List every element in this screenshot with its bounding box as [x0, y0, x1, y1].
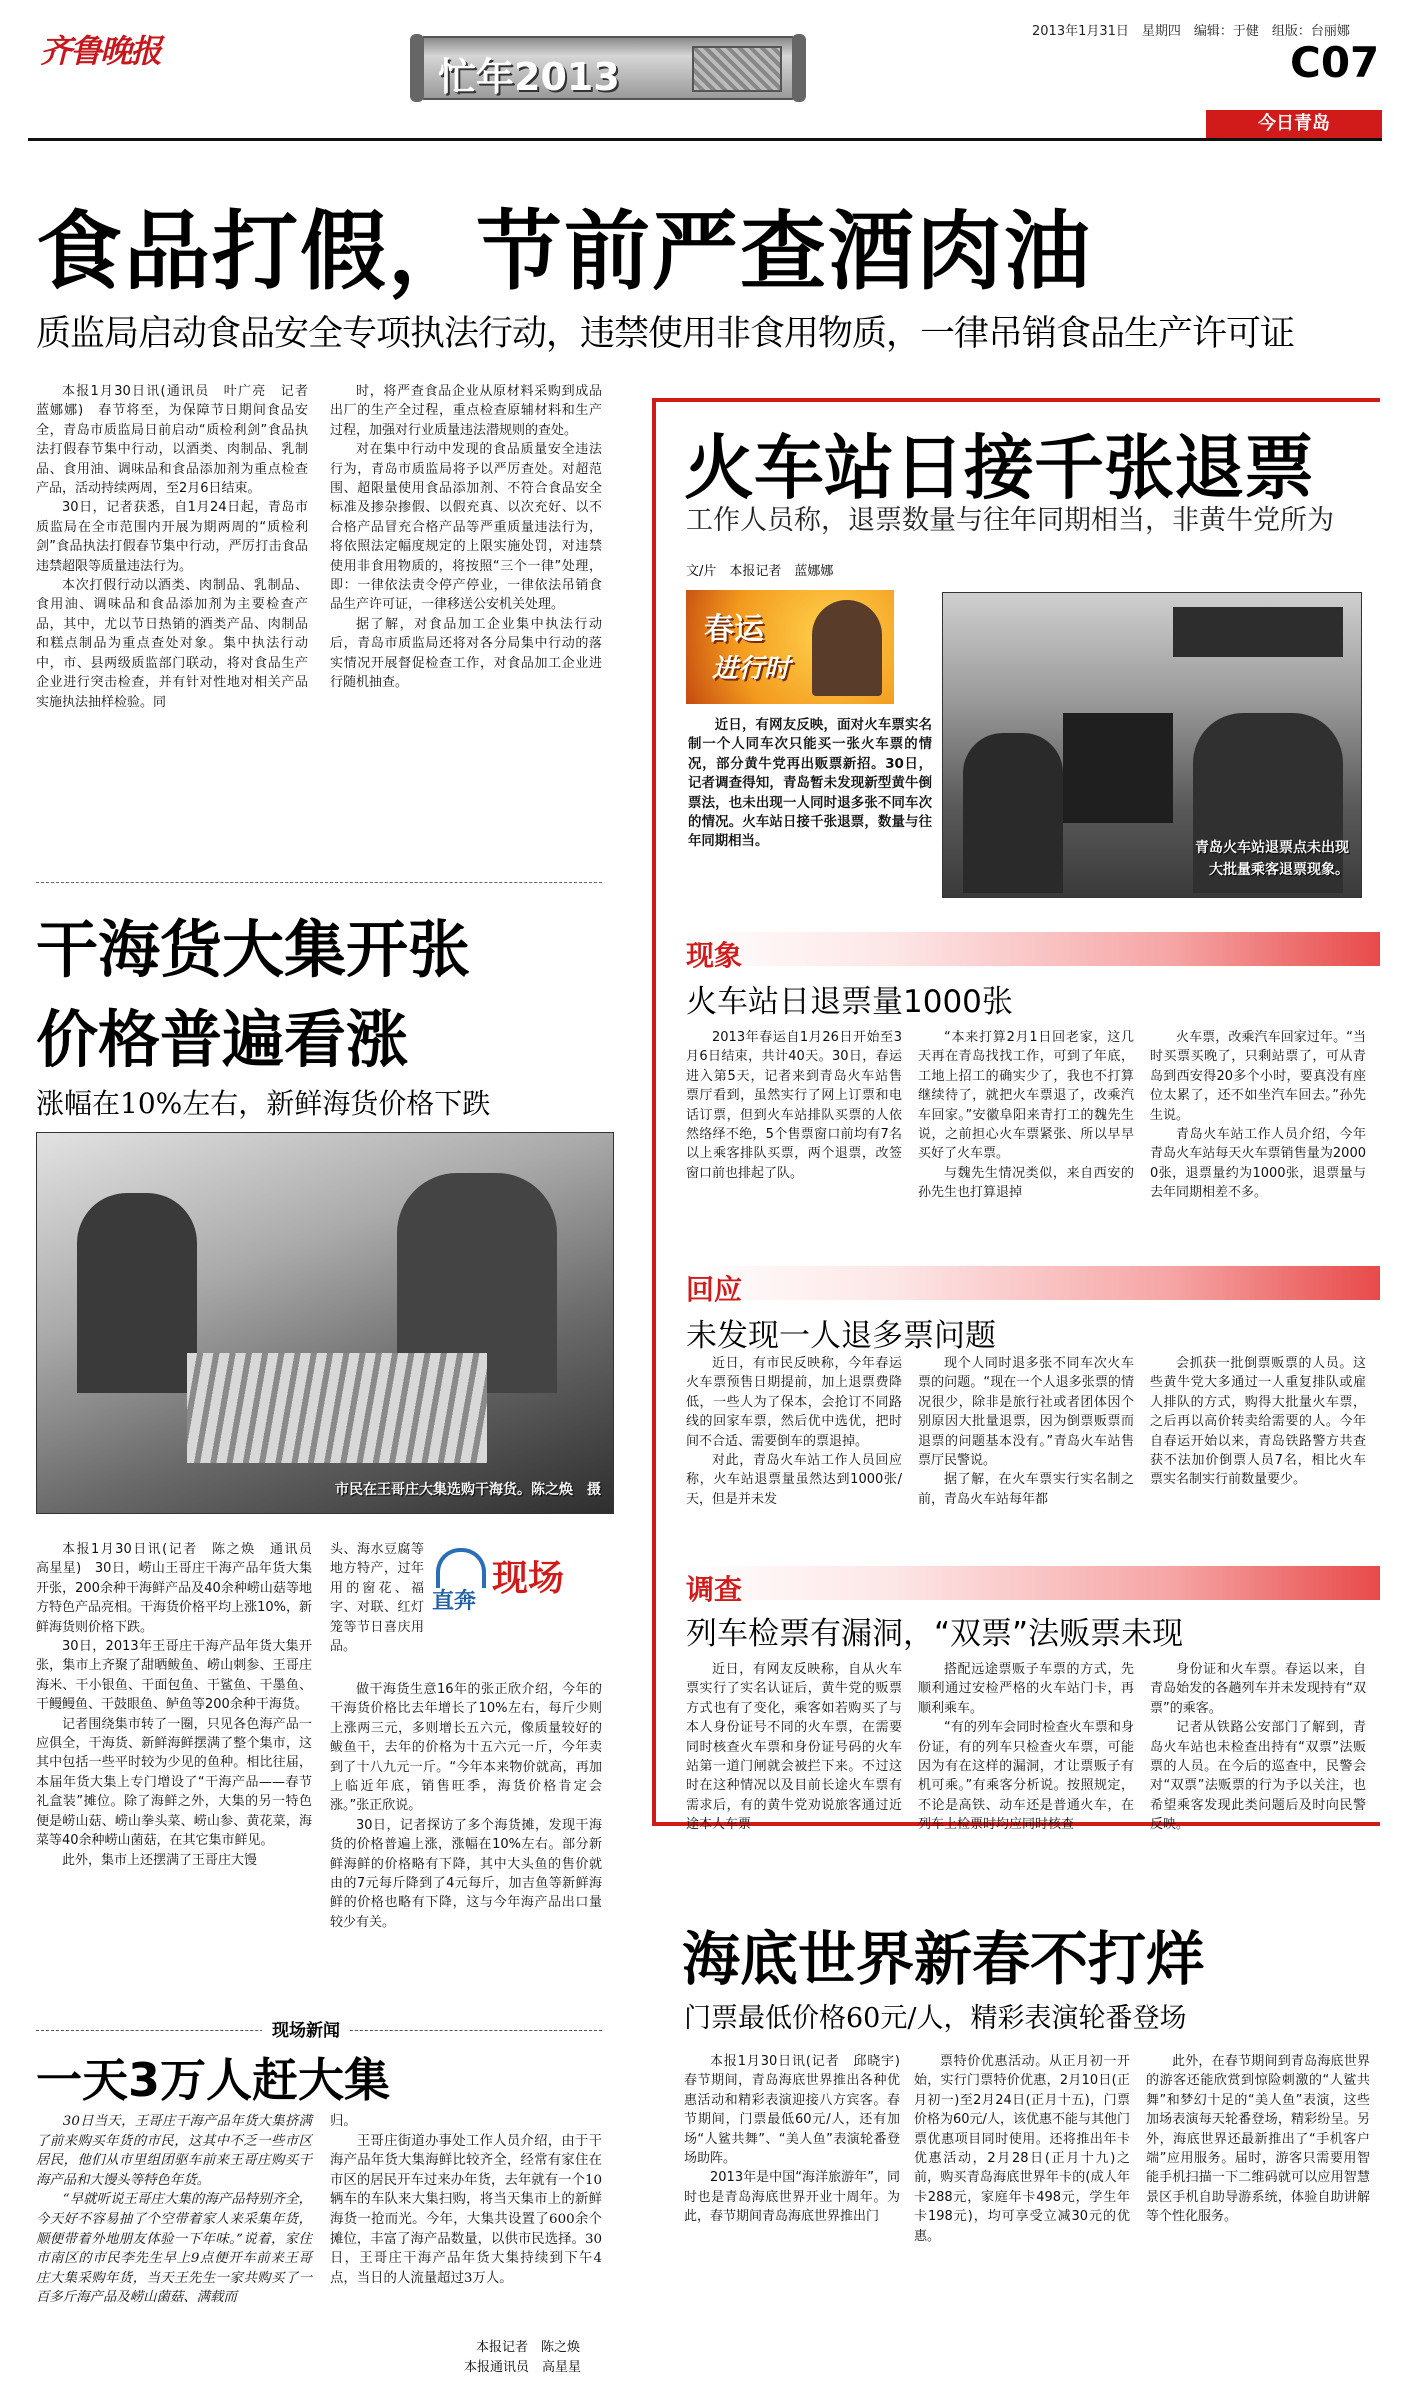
paragraph: 头、海水豆腐等地方特产，过年用的窗花、福字、对联、红灯笼等节日喜庆用品。: [330, 1542, 424, 1655]
banner-title: 忙年2013: [438, 55, 620, 99]
paragraph: 2013年是中国“海洋旅游年”，同时也是青岛海底世界开业十周年。为此，春节期间青岛海底世界推出门: [684, 2170, 900, 2225]
aquarium-headline: 海底世界新春不打烊: [682, 1925, 1205, 1993]
scene-headline: 一天3万人赶大集: [36, 2053, 391, 2107]
paper-logo: 齐鲁晚报: [40, 32, 161, 70]
seafood-subhead: 涨幅在10%左右，新鲜海货价格下跌: [36, 1087, 491, 1120]
paragraph: 30日，记者探访了多个海货摊，发现干海货的价格普遍上涨，涨幅在10%左右。部分新鲜海鲜的价格略有下降，其中大头鱼的售价就由的7元每斤降到了4元每斤，加吉鱼等新鲜海鲜的价格也略有下降，这与今年海产品出口量较少有关。: [330, 1817, 602, 1930]
aquarium-subhead: 门票最低价格60元/人，精彩表演轮番登场: [684, 2003, 1187, 2034]
section-tag-response: 回应: [686, 1273, 743, 1306]
aquarium-col-2: [914, 2052, 1130, 2382]
train-headline: 火车站日接千张退票: [684, 427, 1314, 509]
paragraph: “本来打算2月1日回老家，这几天再在青岛找找工作，可到了年底，工地上招工的确实少了，我也不打算继续待了，就把火车票退了，改乘汽车回家。”安徽阜阳来青打工的魏先生说，之前担心火车票紧张、所以早早买好了火车票。: [918, 1030, 1134, 1162]
section-tag-phenomenon: 现象: [686, 939, 743, 972]
paragraph: 据了解，在火车票实行实名制之前，青岛火车站每年都: [918, 1472, 1134, 1507]
scene-col-1: [36, 2112, 312, 2392]
paragraph: 此外，集市上还摆满了王哥庄大馒: [62, 1852, 258, 1868]
train-photo: [942, 592, 1362, 898]
section-title-investigation: 列车检票有漏洞，“双票”法贩票未现: [686, 1616, 1184, 1652]
paragraph: 青岛火车站工作人员介绍，今年青岛火车站每天火车票销售量为20000张，退票量约为1000张，退票量与去年同期相差不多。: [1150, 1127, 1366, 1201]
section-divider: [36, 882, 602, 883]
section-tag-investigation: 调查: [686, 1573, 743, 1606]
paragraph: 记者从铁路公安部门了解到，青岛火车站也未检查出持有“双票”法贩票的人员。在今后的巡查中，民警会对“双票”法贩票的行为予以关注，也希望乘客发现此类问题后及时向民警反映。: [1150, 1720, 1366, 1833]
sec2-col-2: [918, 1354, 1134, 1550]
train-intro: [688, 716, 932, 908]
logo-left-text: 直奔: [432, 1589, 477, 1614]
date-line: 2013年1月31日 星期四 编辑：于健 组版：台丽娜: [1032, 24, 1350, 39]
train-box-top: [652, 398, 1380, 402]
seafood-col-1: [36, 1540, 326, 1952]
logo-line-2: 进行时: [712, 654, 791, 684]
dragon-ornament: [692, 46, 782, 92]
aquarium-col-1: [684, 2052, 914, 2382]
paragraph: 归。: [330, 2114, 357, 2129]
reporter-portrait: [812, 600, 882, 696]
photo-caption-1: 青岛火车站退票点未出现: [1195, 840, 1349, 856]
seafood-col-2b: [330, 1680, 602, 1952]
paragraph: 30日当天，王哥庄干海产品年货大集挤满了前来购买年货的市民，这其中不乏一些市区居民，他们从市里组团驱车前来王哥庄购买干海产品和大馒头等特色年货。: [36, 2114, 312, 2188]
sec2-col-1: [686, 1354, 902, 1550]
logo-line-1: 春运: [704, 612, 764, 647]
sec3-col-2: [918, 1660, 1134, 1833]
sec1-col-2: [918, 1028, 1134, 1262]
paragraph: 现个人同时退多张不同车次火车票的问题。“现在一个人退多张票的情况很少，除非是旅行社或者团体因个别原因大批量退票，因为倒票贩票而退票的问题基本没有。”青岛火车站售票厅民警说。: [918, 1356, 1134, 1469]
paragraph: 本报1月30日讯(通讯员 叶广亮 记者 蓝娜娜) 春节将至，为保障节日期间食品安全，青岛市质监局日前启动“质检利剑”食品执法打假春节集中行动，以酒类、肉制品、乳制品、食用油、调味品和食品添加剂为重点检查产品，活动持续两周，至2月6日结束。: [36, 384, 322, 497]
paragraph: 2013年春运自1月26日开始至3月6日结束，共计40天。30日，春运进入第5天，记者来到青岛火车站售票厅看到，虽然实行了网上订票和电话订票，但到火车站排队买票的人依然络绎不绝，5个售票窗口前均有7名以上乘客排队买票，两个退票，改签窗口前也排起了队。: [686, 1030, 902, 1181]
paragraph: 据了解，对食品加工企业集中执法行动后，青岛市质监局还将对各分局集中行动的落实情况开展督促检查工作，对食品加工企业进行随机抽查。: [330, 616, 602, 691]
lead-subhead: 质监局启动食品安全专项执法行动，违禁使用非食用物质，一律吊销食品生产许可证: [36, 314, 1295, 354]
train-subhead: 工作人员称，退票数量与往年同期相当，非黄牛党所为: [686, 505, 1334, 536]
sec1-col-1: [686, 1028, 902, 1262]
section-tag: 今日青岛: [1206, 110, 1382, 138]
scroll-rod-left: [410, 34, 424, 102]
vendor-silhouette: [77, 1193, 197, 1393]
paragraph: 与魏先生情况类似，来自西安的孙先生也打算退掉: [918, 1165, 1134, 1201]
sec3-col-1: [686, 1660, 902, 1833]
paragraph: “有的列车会同时检查火车票和身份证，有的列车只检查火车票，可能因为有在这样的漏洞，才让票贩子有机可乘。”有乘客分析说。按照规定，不论是高铁、动车还是普通火车，在列车上检票时均应同时核查: [918, 1720, 1134, 1833]
seafood-col-2a: [330, 1540, 424, 1676]
section-bar: [686, 932, 1380, 966]
ticket-counter: [1063, 713, 1173, 823]
paragraph: “早就听说王哥庄大集的海产品特别齐全，今天好不容易抽了个空带着家人来采集年货，顺便带着外地朋友体验一下年味。”说着，家住市南区的市民李先生早上9点便开车前来王哥庄大集采购年货，当天王先生一家共购买了一百多斤海产品及崂山菌菇、满载而: [36, 2192, 312, 2306]
scene-byline-2: 本报通讯员 高星星: [464, 2360, 582, 2375]
paragraph: 记者围绕集市转了一圈，只见各色海产品一应俱全，干海货、新鲜海鲜摆满了整个集市，这其中包括一些平时较为少见的鱼种。相比往届，本届年货大集上专门增设了“干海产品——春节礼盒装”摊位。除了海鲜之外，大集的另一特色便是崂山菇、崂山拳头菜、崂山参、黄花菜，海菜等40余种崂山菌菇，在其它集市鲜见。: [36, 1716, 312, 1849]
market-photo: [36, 1132, 614, 1514]
paragraph: 本报1月30日讯(记者 邱晓宇) 春节期间，青岛海底世界推出各种优惠活动和精彩表演迎接八方宾客。春节期间，门票最低60元/人，还有加场“人鲨共舞”、“美人鱼”表演轮番登场助阵。: [684, 2054, 914, 2167]
section-bar: [686, 1566, 1380, 1600]
paragraph: 近日，有网友反映，面对火车票实名制一个人同车次只能买一张火车票的情况，部分黄牛党再出贩票新招。30日，记者调查得知，青岛暂未发现新型黄牛倒票法，也未出现一人同时退多张不同车次的情况。火车站日接千张退票，数量与往年同期相当。: [688, 718, 932, 850]
masthead-rule: [28, 138, 1382, 141]
ticket-window-sign: [1173, 607, 1343, 657]
section-bar: [686, 1266, 1380, 1300]
paragraph: 本报1月30日讯(记者 陈之焕 通讯员 高星星) 30日，崂山王哥庄干海产品年货大集开张，200余种干海鲜产品及40余种崂山菇等地方特色产品亮相。干海货价格平均上涨10%，新鲜海货则价格下跌。: [36, 1542, 326, 1635]
lead-col-1: [36, 382, 322, 866]
lead-col-2: [330, 382, 602, 866]
sec3-col-3: [1150, 1660, 1366, 1833]
live-report-logo: [432, 1548, 590, 1614]
train-box-left: [652, 398, 656, 1826]
scene-col-2: [330, 2112, 602, 2326]
paragraph: 火车票，改乘汽车回家过年。“当时买票买晚了，只剩站票了，可从青岛到西安得20多个小时，要真没有座位太累了，还不如坐汽车回去。”孙先生说。: [1150, 1030, 1366, 1123]
paragraph: 对此，青岛火车站工作人员回应称，火车站退票量虽然达到1000张/天，但是并未发: [686, 1453, 902, 1507]
paragraph: 30日，记者获悉，自1月24日起，青岛市质监局在全市范围内开展为期两周的“质检利剑”食品执法打假春节集中行动，严厉打击食品违禁超限等质量违法行为。: [36, 500, 308, 574]
banner-scroll: [418, 36, 798, 100]
paragraph: 近日，有网友反映称，自从火车票实行了实名认证后，黄牛党的贩票方式也有了变化，乘客如若购买了与本人身份证号不同的火车票，在需要同时核查火车票和身份证号码的火车站第一道门闸就会被拦下来。不过这时在这种情况以及目前长途火车票有需求后，有的黄牛党劝说旅客通过近途本人车票: [686, 1662, 902, 1833]
train-byline: 文/片 本报记者 蓝娜娜: [686, 564, 834, 579]
seafood-headline-2: 价格普遍看涨: [36, 1003, 409, 1076]
paragraph: 会抓获一批倒票贩票的人员。这些黄牛党大多通过一人重复排队或雇人排队的方式，购得大批量火车票，之后再以高价转卖给需要的人。今年自春运开始以来，青岛铁路警方共查获不法加价倒票人员7名，相比火车票实名制实行前数量要少。: [1150, 1356, 1366, 1488]
lead-headline: 食品打假，节前严查酒肉油: [36, 202, 1092, 302]
paragraph: 30日，2013年王哥庄干海产品年货大集开张，集市上齐聚了甜晒鲅鱼、崂山刺参、王哥庄海米、干小银鱼、干面包鱼、干鲨鱼、干墨鱼、干鳗鳗鱼、干鼓眼鱼、鲈鱼等200余种干海货。: [36, 1639, 312, 1713]
paragraph: 时，将严查食品企业从原材料采购到成品出厂的生产全过程，重点检查原辅材料和生产过程，加强对行业质量违法潜规则的查处。: [330, 384, 602, 438]
crowd-silhouette: [963, 733, 1063, 893]
scroll-rod-right: [792, 34, 806, 102]
paragraph: 对在集中行动中发现的食品质量安全违法行为，青岛市质监局将予以严厉查处。对超范围、超限量使用食品添加剂、不符合食品安全标准及掺杂掺假、以假充真、以次充好、以不合格产品冒充合格产品等严重质量违法行为，将依照法定幅度规定的上限实施处罚，对违禁使用非食用物质的，将按照“三个一律”处理，即：一律依法责令停产停业，一律依法吊销食品生产许可证，一律移送公安机关处理。: [330, 442, 602, 613]
paragraph: 做干海货生意16年的张正欣介绍，今年的干海货价格比去年增长了10%左右，每斤少则上涨两三元，多则增长五六元，像质量较好的鲅鱼干，去年的价格为十五六元一斤，今年卖到了十八九元一斤。“今年本来物价就高，再加上临近年底，销售旺季，海货价格肯定会涨。”张正欣说。: [330, 1682, 602, 1814]
chunyun-logo: [686, 590, 894, 704]
paragraph: 本次打假行动以酒类、肉制品、乳制品、食用油、调味品和食品添加剂为主要检查产品，其中，尤以节日热销的酒类产品、肉制品和糕点制品为重点查处对象。集中执法行动中，市、县两级质监部门联动，将对食品生产企业进行突击检查，并有针对性地对相关产品实施执法抽样检验。同: [36, 578, 308, 710]
paragraph: 票特价优惠活动。从正月初一开始，实行门票特价优惠，2月10日(正月初一)至2月24日(正月十五)，门票价格为60元/人，该优惠不能与其他门票优惠项目同时使用。还将推出年卡优惠活动，2月28日(正月十九)之前，购买青岛海底世界年卡的(成人年卡288元，家庭年卡498元，学生年卡198元)，均可享受立减30元的优惠。: [914, 2054, 1130, 2244]
paragraph: 搭配远途票贩子车票的方式，先顺利通过安检严格的火车站门卡，再顺利乘车。: [918, 1662, 1134, 1716]
scene-byline-1: 本报记者 陈之焕: [476, 2340, 581, 2355]
logo-right-text: 现场: [492, 1558, 565, 1599]
page-number: C07: [1290, 38, 1380, 87]
photo-caption: 市民在王哥庄大集选购干海货。陈之焕 摄: [335, 1482, 601, 1498]
section-title-phenomenon: 火车站日退票量1000张: [686, 984, 1013, 1020]
photo-caption-2: 大批量乘客退票现象。: [1209, 862, 1349, 878]
paragraph: 此外，在春节期间到青岛海底世界的游客还能欣赏到惊险刺激的“人鲨共舞”和梦幻十足的“美人鱼”表演，这些加场表演每天轮番登场，精彩纷呈。另外，海底世界还最新推出了“手机客户端”应用服务。届时，游客只需要用智能手机扫描一下二维码就可以应用智慧景区手机自助导游系统，体验自助讲解等个性化服务。: [1146, 2054, 1370, 2225]
seafood-headline-1: 干海货大集开张: [36, 913, 471, 986]
paragraph: 王哥庄街道办事处工作人员介绍，由于干海产品年货大集海鲜比较齐全，经常有家住在市区的居民开车过来办年货，去年就有一个10辆车的车队来大集扫购，将当天集市上的新鲜海货一抢而光。今年，大集共设置了600余个摊位，丰富了海产品数量，以供市民选择。30日，王哥庄干海产品年货大集持续到下午4点，当日的人流量超过3万人。: [330, 2133, 602, 2286]
scene-section-label: 现场新闻: [262, 2016, 350, 2041]
sec1-col-3: [1150, 1028, 1366, 1262]
dried-fish-display: [187, 1353, 487, 1463]
paragraph: 身份证和火车票。春运以来，自青岛始发的各趟列车并未发现持有“双票”的乘客。: [1150, 1662, 1366, 1716]
house-icon: [436, 1548, 486, 1588]
aquarium-col-3: [1146, 2052, 1370, 2382]
paragraph: 近日，有市民反映称，今年春运火车票预售日期提前，加上退票费降低，一些人为了保本，会抢订不同路线的回家车票，然后优中选优，把时间不合适、需要倒车的票退掉。: [686, 1356, 902, 1449]
section-title-response: 未发现一人退多票问题: [686, 1318, 996, 1354]
sec2-col-3: [1150, 1354, 1366, 1550]
